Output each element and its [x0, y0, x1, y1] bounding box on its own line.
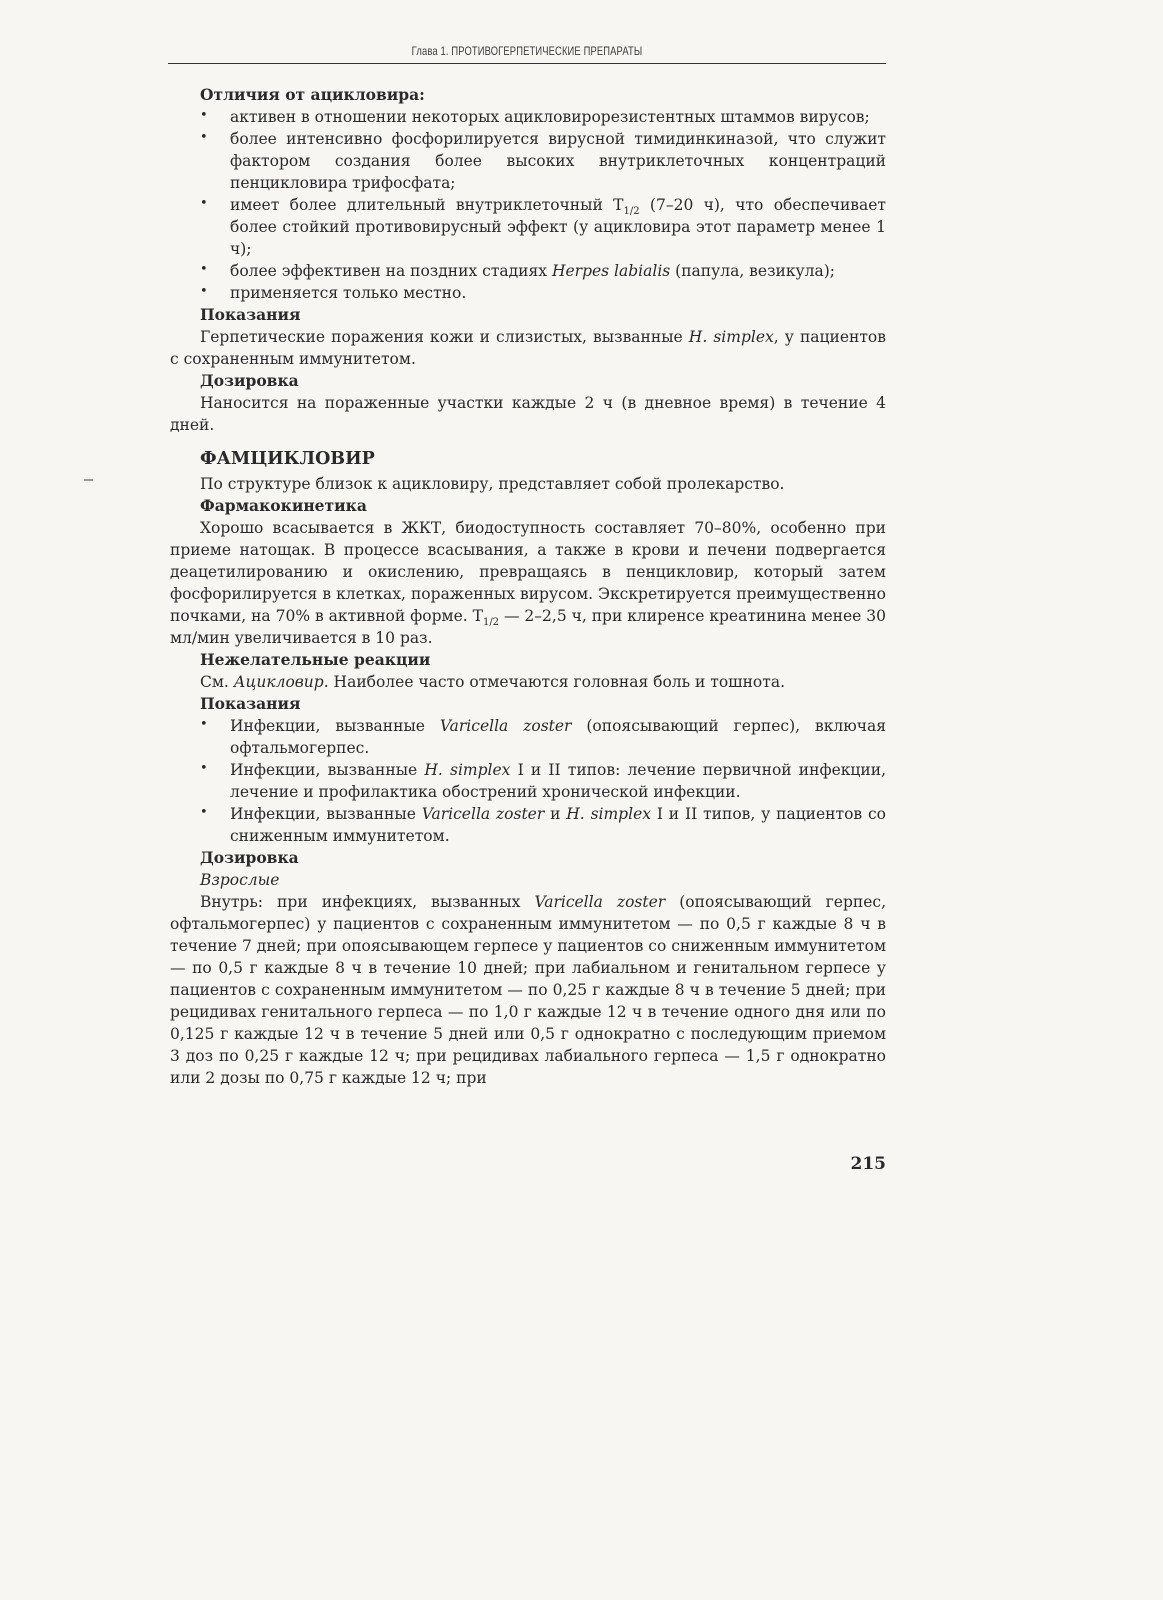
page-body — [170, 84, 886, 1089]
list-item: • Инфекции, вызванные Varicella zoster (опоясывающий герпес), включая офтальмогерпес. — [230, 715, 886, 759]
running-head: Глава 1. ПРОТИВОГЕРПЕТИЧЕСКИЕ ПРЕПАРАТЫ — [411, 44, 643, 58]
adverse-reactions-heading: Нежелательные реакции — [200, 650, 431, 669]
indications-heading: Показания — [200, 694, 301, 713]
dosage-heading: Дозировка — [200, 848, 299, 867]
list-item: • более эффективен на поздних стадиях Herpes labialis (папула, везикула); — [230, 260, 886, 282]
indications-heading: Показания — [200, 305, 301, 324]
list-item: • более интенсивно фосфорилируется вирусной тимидинкиназой, что служит фактором создания более высоких внутриклеточных концентраций пенцикловира трифосфата; — [230, 128, 886, 194]
list-item: • применяется только местно. — [230, 282, 886, 304]
indications-text: Герпетические поражения кожи и слизистых, вызванные H. simplex, у пациентов с сохраненным иммунитетом. — [170, 328, 886, 368]
differences-heading: Отличия от ацикловира: — [200, 85, 425, 104]
list-item: • активен в отношении некоторых ацикловирорезистентных штаммов вирусов; — [230, 106, 886, 128]
differences-list — [170, 106, 886, 304]
header-rule — [168, 63, 886, 64]
adverse-reactions-text: См. Ацикловир. Наиболее часто отмечаются головная боль и тошнота. — [200, 673, 786, 691]
drug-intro: По структуре близок к ацикловиру, представляет собой пролекарство. — [200, 475, 785, 493]
list-item: • Инфекции, вызванные H. simplex I и II типов: лечение первичной инфекции, лечение и профилактика обострений хронической инфекции. — [230, 759, 886, 803]
list-item: • имеет более длительный внутриклеточный $T_{1/2}$ (7–20 ч), что обеспечивает более стойкий противовирусный эффект (у ацикловира этот параметр менее 1 ч); — [230, 194, 886, 260]
list-item: • Инфекции, вызванные Varicella zoster и H. simplex I и II типов, у пациентов со сниженным иммунитетом. — [230, 803, 886, 847]
dosage-heading: Дозировка — [200, 371, 299, 390]
pharmacokinetics-heading: Фармакокинетика — [200, 496, 367, 515]
page-number: 215 — [850, 1154, 886, 1174]
adults-label: Взрослые — [200, 871, 280, 889]
adults-dosage-text: Внутрь: при инфекциях, вызванных Varicella zoster (опоясывающий герпес, офтальмогерпес) у пациентов с сохраненным иммунитетом — по 0,5 г каждые 8 ч в течение 7 дней; при опоясывающем герпесе у пациентов со сниженным иммунитетом — по 0,5 г каждые 8 ч в течение 10 дней; при лабиальном и генитальном герпесе у пациентов с сохраненным иммунитетом — по 0,25 г каждые 8 ч в течение 5 дней; при рецидивах генитального герпеса — по 1,0 г каждые 12 ч в течение одного дня или по 0,125 г каждые 12 ч в течение 5 дней или 0,5 г однократно с последующим приемом 3 доз по 0,25 г каждые 12 ч; при рецидивах лабиального герпеса — 1,5 г однократно или 2 дозы по 0,75 г каждые 12 ч; при — [170, 893, 886, 1087]
dosage-text: Наносится на пораженные участки каждые 2 ч (в дневное время) в течение 4 дней. — [170, 394, 886, 434]
drug-title: ФАМЦИКЛОВИР — [200, 449, 375, 469]
indications-list — [170, 715, 886, 847]
pharmacokinetics-text: Хорошо всасывается в ЖКТ, биодоступность составляет 70–80%, особенно при приеме натощак. В процессе всасывания, а также в крови и печени подвергается деацетилированию и окислению, превращаясь в пенцикловир, который затем фосфорилируется в клетках, пораженных вирусом. Экскретируется преимущественно почками, на 70% в активной форме. $T_{1/2}$ — 2–2,5 ч, при клиренсе креатинина менее 30 мл/мин увеличивается в 10 раз. — [170, 519, 886, 647]
scan-artifact — [84, 479, 93, 481]
